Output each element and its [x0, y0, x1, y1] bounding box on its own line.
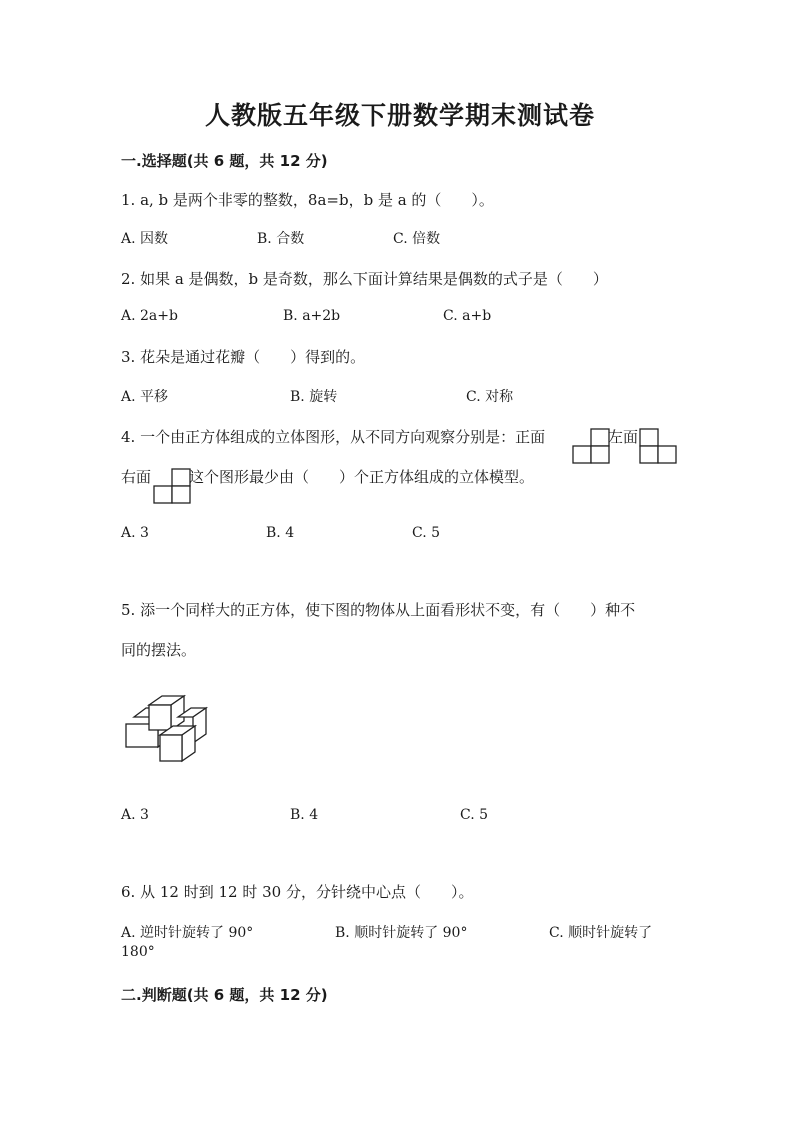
- page-title: 人教版五年级下册数学期末测试卷: [204, 101, 595, 130]
- question-6-option-c-wrap: 180°: [121, 944, 155, 960]
- question-1-option-c: C. 倍数: [393, 231, 441, 247]
- question-1-option-b: B. 合数: [257, 231, 305, 247]
- question-4-stem-part-1: 4. 一个由正方体组成的立体图形，从不同方向观察分别是：正面: [121, 428, 546, 446]
- right-view-figure: [154, 468, 191, 504]
- question-3-option-a: A. 平移: [121, 389, 169, 405]
- question-2-option-c: C. a+b: [443, 308, 492, 324]
- question-3-stem: 3. 花朵是通过花瓣（ ）得到的。: [121, 348, 366, 366]
- question-3-option-c: C. 对称: [466, 389, 514, 405]
- left-view-figure: [640, 428, 677, 465]
- front-view-figure: [573, 428, 610, 465]
- stacked-cubes-figure: [124, 694, 210, 766]
- question-3-option-b: B. 旋转: [290, 389, 338, 405]
- question-1-stem: 1. a, b 是两个非零的整数，8a=b，b 是 a 的（ ）。: [121, 191, 494, 209]
- question-2-option-b: B. a+2b: [283, 308, 341, 324]
- question-4-label-right-view: 右面: [121, 468, 152, 486]
- question-4-option-a: A. 3: [121, 525, 149, 541]
- question-5-option-c: C. 5: [460, 807, 489, 823]
- question-5-option-a: A. 3: [121, 807, 149, 823]
- question-5-option-b: B. 4: [290, 807, 319, 823]
- section-heading-choice: 一.选择题(共 6 题，共 12 分): [121, 152, 328, 170]
- question-5-stem-line-1: 5. 添一个同样大的正方体，使下图的物体从上面看形状不变，有（ ）种不: [121, 601, 636, 619]
- question-4-option-b: B. 4: [266, 525, 295, 541]
- question-6-option-a: A. 逆时针旋转了 90°: [121, 925, 254, 941]
- question-2-stem: 2. 如果 a 是偶数，b 是奇数，那么下面计算结果是偶数的式子是（ ）: [121, 270, 608, 288]
- question-5-stem-line-2: 同的摆法。: [121, 641, 197, 659]
- question-4-stem-part-2: 这个图形最少由（ ）个正方体组成的立体模型。: [189, 468, 535, 486]
- section-heading-judgement: 二.判断题(共 6 题，共 12 分): [121, 986, 328, 1004]
- question-4-option-c: C. 5: [412, 525, 441, 541]
- question-1-option-a: A. 因数: [121, 231, 169, 247]
- question-6-option-b: B. 顺时针旋转了 90°: [335, 925, 468, 941]
- question-4-label-left-view: 左面: [608, 428, 639, 446]
- question-6-option-c: C. 顺时针旋转了: [549, 925, 653, 941]
- question-6-stem: 6. 从 12 时到 12 时 30 分，分针绕中心点（ ）。: [121, 883, 474, 901]
- question-2-option-a: A. 2a+b: [121, 308, 178, 324]
